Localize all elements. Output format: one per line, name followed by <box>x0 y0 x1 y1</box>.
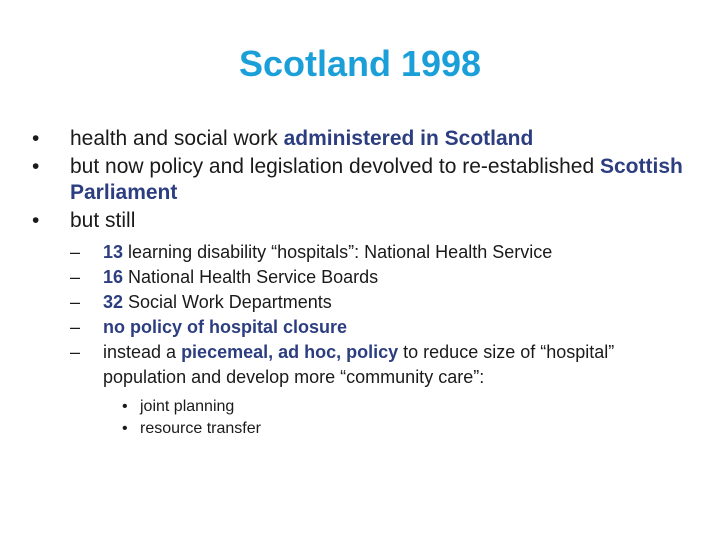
sub-bullet-text: instead a <box>103 342 182 362</box>
sub-bullet-text: to reduce size of “hospital” population and develop more “community care”: <box>103 342 615 387</box>
sub-bullet-emphasis: 13 <box>103 242 124 262</box>
dash-marker: – <box>70 317 81 337</box>
sub-bullet-item <box>32 240 692 265</box>
sub-sub-bullet-item <box>32 418 692 440</box>
bullet-marker: • <box>122 420 128 437</box>
sub-bullet-text: National Health Service Boards <box>123 267 379 287</box>
bullet-marker: • <box>122 398 128 415</box>
dash-marker: – <box>70 242 81 262</box>
bullet-emphasis: Scottish Parliament <box>70 155 683 204</box>
bullet-item <box>32 126 692 152</box>
bullet-text: but now policy and legislation devolved to re-established <box>70 155 600 178</box>
sub-bullet-item <box>32 265 692 290</box>
sub-sub-bullet-text: joint planning <box>140 398 235 415</box>
bullet-marker: • <box>32 209 40 232</box>
sub-bullet-emphasis: 32 <box>103 292 124 312</box>
slide-title: Scotland 1998 <box>238 43 482 84</box>
bullet-marker: • <box>32 155 40 178</box>
sub-bullet-emphasis: 16 <box>103 267 124 287</box>
sub-bullet-list <box>32 240 692 440</box>
dash-marker: – <box>70 292 81 312</box>
sub-bullet-emphasis: no policy of hospital closure <box>103 317 348 337</box>
sub-sub-bullet-item <box>32 396 692 418</box>
sub-bullet-text: learning disability “hospitals”: National Health Service <box>123 242 553 262</box>
bullet-text: health and social work <box>70 127 284 150</box>
sub-sub-bullet-text: resource transfer <box>140 420 261 437</box>
bullet-emphasis: administered in Scotland <box>283 127 534 150</box>
sub-bullet-emphasis: piecemeal, ad hoc, policy <box>181 342 399 362</box>
sub-bullet-item <box>32 340 692 390</box>
dash-marker: – <box>70 267 81 287</box>
bullet-item <box>32 208 692 234</box>
bullet-item <box>32 154 692 206</box>
bullet-marker: • <box>32 127 40 150</box>
sub-bullet-item <box>32 315 692 340</box>
sub-bullet-item <box>32 290 692 315</box>
slide-body <box>32 126 692 440</box>
dash-marker: – <box>70 342 81 362</box>
sub-sub-bullet-list <box>32 396 692 440</box>
bullet-text: but still <box>70 209 136 232</box>
sub-bullet-text: Social Work Departments <box>123 292 332 312</box>
